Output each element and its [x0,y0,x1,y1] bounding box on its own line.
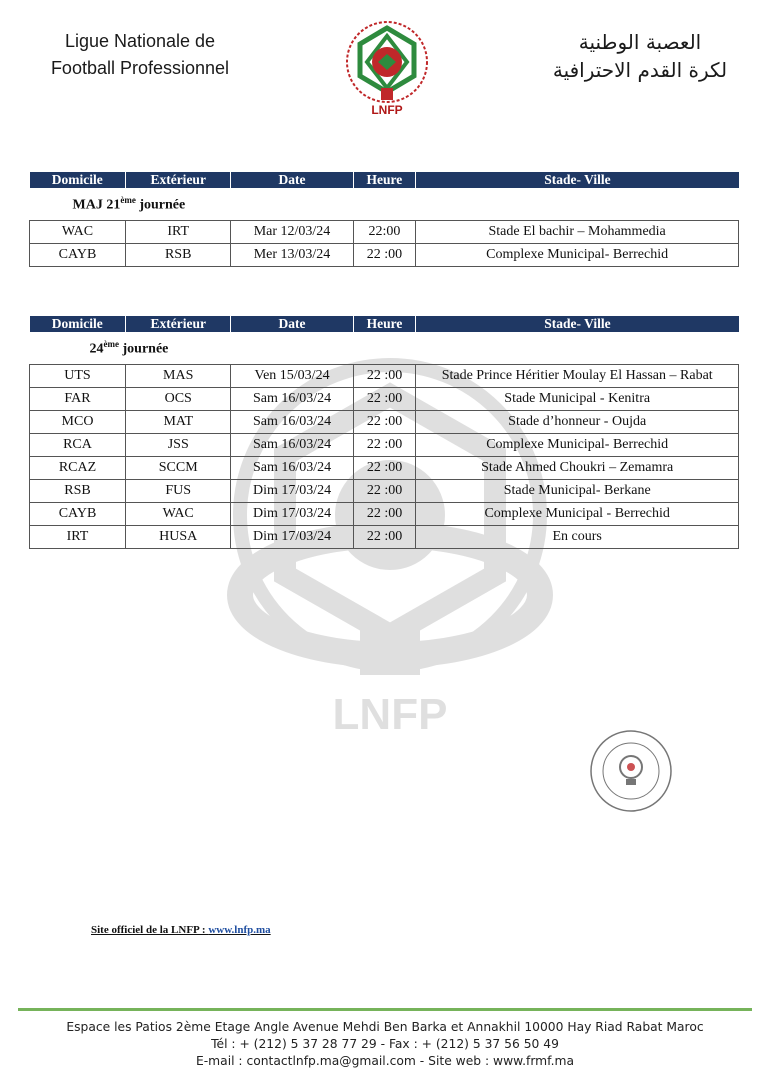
col-away: Extérieur [126,316,231,332]
home-team: FAR [30,388,126,411]
home-team: CAYB [30,244,126,267]
match-date: Mar 12/03/24 [231,221,353,244]
match-date: Sam 16/03/24 [231,388,353,411]
away-team: HUSA [126,526,231,549]
league-name-line1: Ligue Nationale de [64,31,216,51]
match-date: Sam 16/03/24 [231,457,353,480]
col-stadium: Stade- Ville [416,316,739,332]
match-row [30,388,739,411]
col-home: Domicile [30,172,126,188]
home-team: RCAZ [30,457,126,480]
schedule-table-maj21 [29,172,739,267]
stadium-city: Complexe Municipal - Berrechid [416,503,739,526]
match-row [30,244,739,267]
site-label: Site officiel de la LNFP : [91,924,209,936]
home-team: RSB [30,480,126,503]
footer-phone-line: Tél : + (212) 5 37 28 77 29 - Fax : + (212) 5 37 56 50 49 [211,1037,559,1051]
stadium-city: Stade Ahmed Choukri – Zemamra [416,457,739,480]
stadium-city: Complexe Municipal- Berrechid [416,244,739,267]
match-date: Ven 15/03/24 [231,365,353,388]
col-away: Extérieur [125,172,230,188]
footer-contact-line: E-mail : contactlnfp.ma@gmail.com - Site web : www.frmf.ma [195,1054,575,1068]
site-url-link[interactable]: www.lnfp.ma [208,924,271,936]
away-team: FUS [126,480,231,503]
match-date: Mer 13/03/24 [231,244,353,267]
match-date: Dim 17/03/24 [231,503,353,526]
home-team: UTS [30,365,126,388]
league-name-ar-line1: العصبة الوطنية [578,30,702,54]
stadium-city: En cours [416,526,739,549]
match-time: 22:00 [353,221,416,244]
stadium-city: Stade Municipal - Kenitra [416,388,739,411]
away-team: SCCM [126,457,231,480]
match-row [30,434,739,457]
match-date: Sam 16/03/24 [231,434,353,457]
match-row [30,526,739,549]
away-team: IRT [125,221,230,244]
stamp-seal-icon [589,729,673,813]
match-time: 22 :00 [353,365,416,388]
match-row [30,221,739,244]
match-time: 22 :00 [353,434,416,457]
away-team: RSB [125,244,230,267]
col-time: Heure [353,172,416,188]
away-team: MAT [126,411,231,434]
match-date: Dim 17/03/24 [231,480,353,503]
match-time: 22 :00 [353,388,416,411]
footer-address-line: Espace les Patios 2ème Etage Angle Avenue Mehdi Ben Barka et Annakhil 10000 Hay Riad Rabat Maroc [66,1020,704,1034]
home-team: CAYB [30,503,126,526]
home-team: MCO [30,411,126,434]
col-time: Heure [353,316,416,332]
match-time: 22 :00 [353,526,416,549]
col-stadium: Stade- Ville [416,172,739,188]
stadium-city: Stade El bachir – Mohammedia [416,221,739,244]
match-row [30,457,739,480]
official-site-line [91,924,271,936]
match-row [30,480,739,503]
col-date: Date [231,172,353,188]
stadium-city: Complexe Municipal- Berrechid [416,434,739,457]
league-name-ar-line2: لكرة القدم الاحترافية [552,58,728,82]
match-row [30,503,739,526]
home-team: WAC [30,221,126,244]
home-team: IRT [30,526,126,549]
match-date: Dim 17/03/24 [231,526,353,549]
footer-divider [18,1008,752,1011]
league-name-line2: Football Professionnel [50,58,230,78]
away-team: JSS [126,434,231,457]
match-time: 22 :00 [353,503,416,526]
logo-label: LNFP [371,103,403,117]
away-team: MAS [126,365,231,388]
table-header-row [30,172,739,188]
col-date: Date [231,316,353,332]
round-title: 24ème journée [89,338,169,357]
match-time: 22 :00 [353,480,416,503]
round-title-row [30,332,739,365]
match-row [30,365,739,388]
home-team: RCA [30,434,126,457]
away-team: WAC [126,503,231,526]
match-time: 22 :00 [353,244,416,267]
away-team: OCS [126,388,231,411]
match-row [30,411,739,434]
watermark-label: LNFP [332,690,448,739]
league-name-arabic [540,28,740,84]
col-home: Domicile [30,316,126,332]
match-time: 22 :00 [353,411,416,434]
league-name-french [40,28,240,82]
schedule-table-round24 [29,316,739,549]
stadium-city: Stade d’honneur - Oujda [416,411,739,434]
stadium-city: Stade Prince Héritier Moulay El Hassan – Rabat [416,365,739,388]
round-title: MAJ 21ème journée [72,194,186,213]
footer-address [18,1019,752,1070]
official-stamp [589,729,673,813]
table-header-row [30,316,739,332]
match-time: 22 :00 [353,457,416,480]
football-emblem-icon [332,18,442,103]
round-title-row [30,188,739,221]
stadium-city: Stade Municipal- Berkane [416,480,739,503]
match-date: Sam 16/03/24 [231,411,353,434]
lnfp-logo [332,18,442,120]
